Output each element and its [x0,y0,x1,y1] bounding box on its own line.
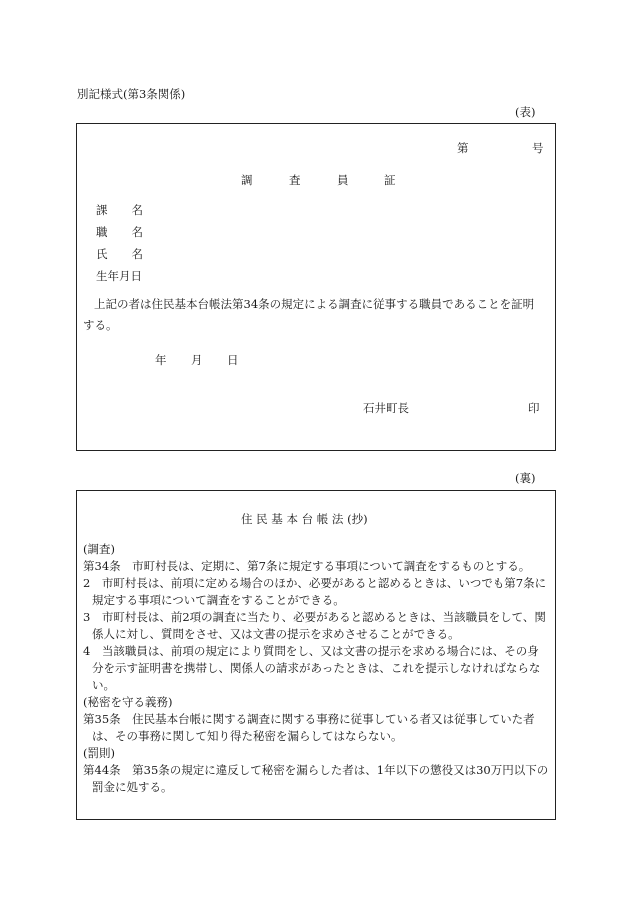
field-label-name: 氏 名 [96,247,143,261]
paragraph-2-line-1: 2 市町村長は、前項に定める場合のほか、必要があると認めるときは、いつでも第7条に [83,576,547,590]
heading-penalty: (罰則) [83,746,115,760]
back-label: (裏) [515,471,536,485]
article-44-line-2: 罰金に処する。 [92,780,173,794]
front-label: (表) [515,105,536,119]
issuer: 石井町長 [363,401,409,415]
statement-line-2: する。 [83,318,118,332]
paragraph-4-line-3: い。 [92,678,115,692]
heading-confidentiality: (秘密を守る義務) [83,695,173,709]
date-day: 日 [227,353,239,367]
law-title: 住 民 基 本 台 帳 法 (抄) [241,512,368,526]
date-month: 月 [191,353,203,367]
paragraph-3-line-2: 係人に対し、質問をさせ、又は文書の提示を求めさせることができる。 [92,627,460,641]
paragraph-4-line-2: 分を示す証明書を携帯し、関係人の請求があったときは、これを提示しなければならな [92,661,541,675]
title-char: 査 [289,173,301,187]
back-card [76,490,556,820]
paragraph-2-line-2: 規定する事項について調査をすることができる。 [92,593,345,607]
seal: 印 [528,401,540,415]
article-44-line-1: 第44条 第35条の規定に違反して秘密を漏らした者は、1年以下の懲役又は30万円以下の [83,763,549,777]
title-char: 調 [241,173,253,187]
front-card [76,123,556,451]
heading-survey: (調査) [83,542,115,556]
title-char: 証 [384,173,396,187]
article-35-line-2: は、その事務に関して知り得た秘密を漏らしてはならない。 [92,729,403,743]
number-prefix: 第 [457,141,469,155]
title-char: 員 [337,173,349,187]
field-label-section: 課 名 [96,203,143,217]
form-label: 別記様式(第3条関係) [77,87,186,101]
paragraph-4-line-1: 4 当該職員は、前項の規定により質問をし、又は文書の提示を求める場合には、その身 [83,644,539,658]
date-year: 年 [155,353,167,367]
statement-line-1: 上記の者は住民基本台帳法第34条の規定による調査に従事する職員であることを証明 [94,297,535,311]
paragraph-3-line-1: 3 市町村長は、前2項の調査に当たり、必要があると認めるときは、当該職員をして、関 [83,610,546,624]
number-suffix: 号 [532,141,544,155]
article-35-line-1: 第35条 住民基本台帳に関する調査に関する事務に従事している者又は従事していた者 [83,712,535,726]
field-label-birthdate: 生年月日 [96,269,142,283]
article-34: 第34条 市町村長は、定期に、第7条に規定する事項について調査をするものとする。 [83,559,531,573]
field-label-position: 職 名 [96,225,143,239]
